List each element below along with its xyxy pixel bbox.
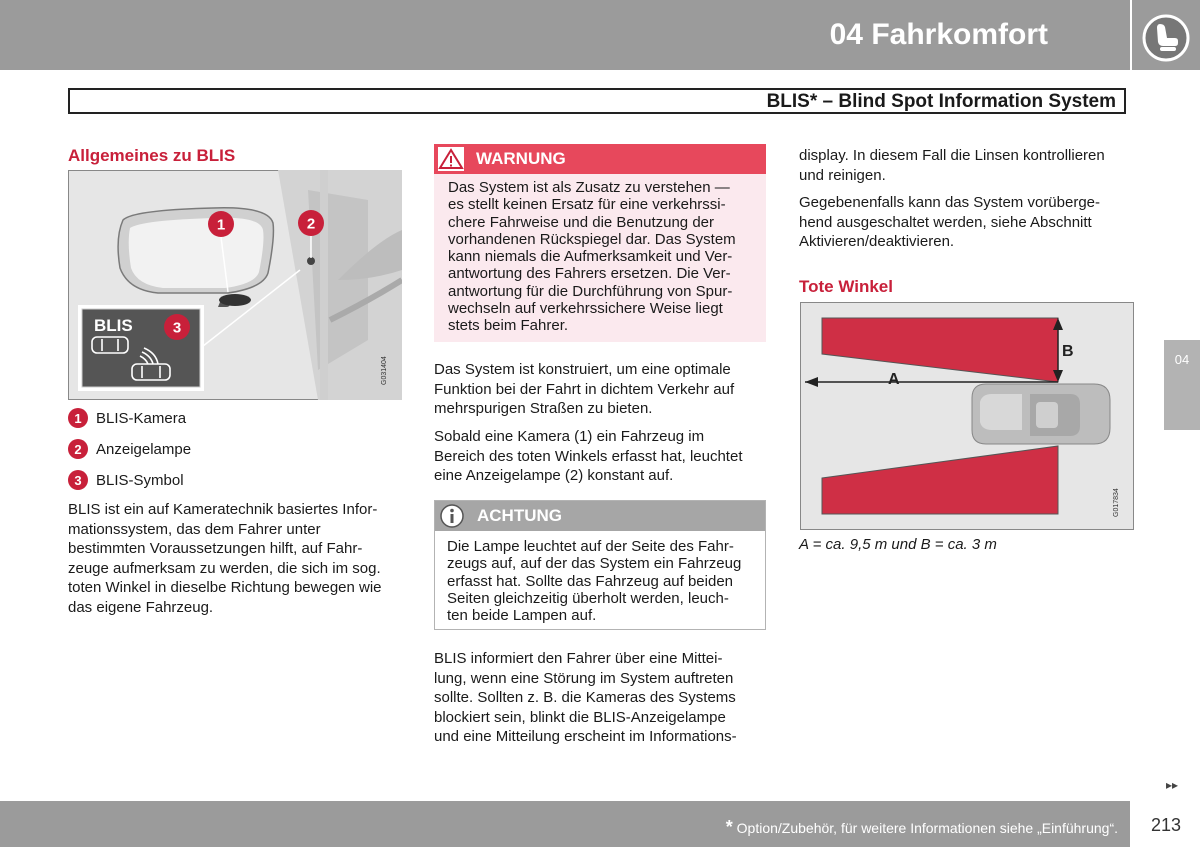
callout-1 [208, 211, 234, 237]
middle-paragraph-3 [434, 649, 774, 747]
warning-triangle-icon [438, 147, 464, 171]
legend-label: Anzeigelampe [96, 440, 192, 458]
seat-icon [1132, 0, 1200, 70]
text-line: stets beim Fahrer. [448, 317, 569, 335]
svg-text:2: 2 [306, 215, 316, 233]
section-title: BLIS* – Blind Spot Information System [766, 91, 1116, 112]
car-top-view-icon [972, 384, 1110, 444]
text-line: es stellt keinen Ersatz für eine verkehrssi- [448, 196, 726, 214]
heading-tote-winkel: Tote Winkel [799, 277, 893, 296]
legend-item [68, 408, 191, 428]
middle-paragraph-2 [434, 427, 774, 486]
middle-paragraph-1 [434, 360, 774, 419]
legend-list [68, 408, 191, 490]
figure-code: G017834 [1113, 488, 1120, 517]
text-line: Seiten gleichzeitig überholt werden, leuch- [447, 589, 729, 607]
text-line: das eigene Fahrzeug. [68, 598, 214, 616]
text-line: lung, wenn eine Störung im System auftreten [434, 669, 734, 687]
caution-box [434, 500, 766, 630]
legend-label: BLIS-Kamera [96, 409, 187, 427]
blind-spot-figure [800, 302, 1134, 530]
svg-text:1: 1 [216, 216, 226, 234]
legend-number: 3 [68, 470, 88, 490]
page-number-box [1132, 801, 1200, 847]
chapter-tab-label: 04 [1174, 352, 1190, 367]
text-line: bestimmten Voraussetzungen hilft, auf Fahr- [68, 540, 363, 557]
text-line: Das System ist als Zusatz zu verstehen — [448, 179, 730, 196]
right-paragraph-1 [799, 146, 1144, 185]
callout-3 [164, 314, 190, 340]
warning-title: WARNUNG [476, 149, 566, 168]
text-line: Funktion bei der Fahrt in dichtem Verkehr auf [434, 380, 735, 398]
legend-item [68, 470, 191, 490]
callout-2 [298, 210, 324, 236]
text-line: Das System ist konstruiert, um eine optimale [434, 361, 731, 378]
text-line: sollte. Sollten z. B. die Kameras des Systems [434, 689, 736, 706]
text-line: Bereich des toten Winkels erfasst hat, leuchtet [434, 447, 743, 465]
info-icon [439, 503, 465, 529]
caution-text [447, 538, 755, 624]
warning-box [434, 144, 766, 342]
text-line: blockiert sein, blinkt die BLIS-Anzeigelampe [434, 708, 726, 726]
text-line: chere Fahrweise und die Benutzung der [448, 213, 715, 231]
text-line: vorhandenen Rückspiegel dar. Das System [448, 230, 736, 248]
text-line: BLIS ist ein auf Kameratechnik basiertes Infor- [68, 501, 378, 518]
legend-item [68, 439, 191, 459]
text-line: erfasst hat. Sollte das Fahrzeug auf beiden [447, 572, 734, 590]
text-line: toten Winkel in dieselbe Richtung bewegen wie [68, 579, 382, 596]
caution-header [435, 501, 765, 531]
text-line: antwortung des Fahrers ersetzen. Die Ver- [448, 265, 731, 283]
label-a: A [888, 371, 900, 388]
text-line: Aktivieren/deaktivieren. [799, 233, 955, 250]
text-line: und reinigen. [799, 166, 886, 184]
chapter-tab [1164, 340, 1200, 430]
figure-code: G031404 [381, 356, 388, 385]
header-icon-box [1132, 0, 1200, 70]
text-line: kann niemals die Aufmerksamkeit und Ver- [448, 248, 733, 266]
footer-note-text: Option/Zubehör, für weitere Informationen siehe „Einführung“. [732, 820, 1118, 836]
text-line: mehrspurigen Straßen zu bieten. [434, 400, 653, 417]
warning-header [434, 144, 766, 174]
legend-number: 2 [68, 439, 88, 459]
text-line: display. In diesem Fall die Linsen kontrollieren [799, 147, 1105, 164]
text-line: eine Anzeigelampe (2) konstant auf. [434, 467, 674, 484]
section-title-bar [68, 88, 1126, 114]
blis-symbol-text: BLIS [94, 316, 133, 335]
footer-bar [0, 801, 1130, 847]
svg-text:3: 3 [172, 319, 182, 337]
legend-label: BLIS-Symbol [96, 471, 184, 489]
label-b: B [1062, 343, 1074, 360]
caution-title: ACHTUNG [477, 506, 562, 525]
text-line: Sobald eine Kamera (1) ein Fahrzeug im [434, 428, 705, 445]
legend-number: 1 [68, 408, 88, 428]
text-line: wechseln auf verkehrssichere Weise liegt [448, 300, 723, 318]
warning-text [448, 179, 756, 335]
page-number: 213 [1150, 815, 1182, 835]
text-line: BLIS informiert den Fahrer über eine Mittei- [434, 650, 723, 667]
text-line: hend ausgeschaltet werden, siehe Abschnitt [799, 213, 1092, 231]
text-line: Die Lampe leuchtet auf der Seite des Fahr- [447, 538, 734, 555]
continue-arrows: ▸▸ [1166, 778, 1179, 792]
right-paragraph-2 [799, 193, 1144, 252]
chapter-title: 04 Fahrkomfort [829, 18, 1048, 51]
text-line: ten beide Lampen auf. [447, 607, 597, 625]
blis-figure [68, 170, 402, 400]
footer-asterisk: * [725, 817, 733, 837]
text-line: mationssystem, das dem Fahrer unter [68, 520, 321, 538]
figure-caption: A = ca. 9,5 m und B = ca. 3 m [799, 536, 997, 553]
text-line: Gegebenenfalls kann das System vorüberge- [799, 194, 1101, 211]
text-line: zeuge aufmerksam zu werden, die sich im sog. [68, 559, 381, 577]
footer-note [726, 817, 1118, 838]
intro-paragraph [68, 500, 408, 617]
heading-allgemeines: Allgemeines zu BLIS [68, 146, 236, 165]
text-line: und eine Mitteilung erscheint im Informations- [434, 728, 737, 745]
header-bar [0, 0, 1130, 70]
text-line: zeugs auf, auf der das System ein Fahrzeug [447, 555, 742, 573]
text-line: antwortung für die Durchführung von Spur- [448, 282, 733, 300]
